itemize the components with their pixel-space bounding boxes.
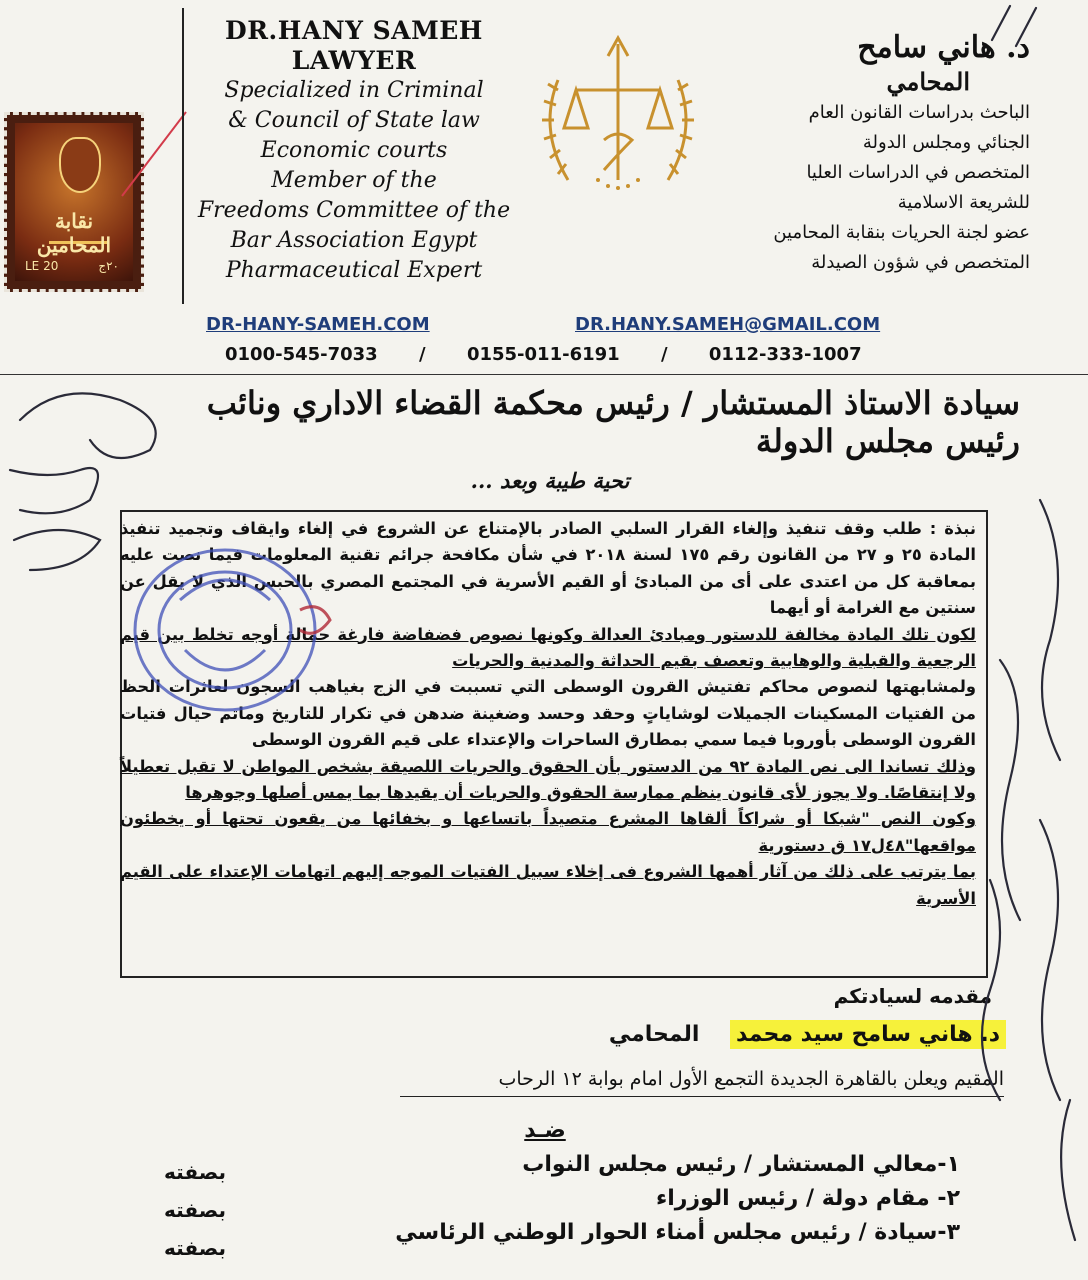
summary-paragraph: لكون تلك المادة مخالفة للدستور ومبادئ العدالة وكونها نصوص فضفاضة فارغة حمالة أوجه تخلط بين قيم الرجعية والقبلية والوهابية وتعصف بقيم الحداثة والمدنية والحريات [120, 624, 976, 671]
lawyer-name-ar: د. هاني سامح [857, 30, 1030, 65]
respondent-capacity: بصفته [164, 1198, 226, 1222]
stamp-name: نقابة المحامين [36, 209, 112, 257]
presented-to: مقدمه لسيادتكم [833, 984, 992, 1008]
credential-line-ar: عضو لجنة الحريات بنقابة المحامين [773, 222, 1030, 243]
credential-line-ar: الجنائي ومجلس الدولة [862, 132, 1030, 153]
signature-scribble [1000, 660, 1020, 920]
respondent-item: ١-معالي المستشار / رئيس مجلس النواب [522, 1152, 960, 1177]
lawyer-title-ar: المحامي [886, 67, 970, 96]
signature-scribble [10, 468, 98, 513]
signature-scribble [20, 393, 156, 458]
stamp-cancel-line [120, 110, 190, 200]
credential-line: Economic courts [260, 138, 448, 163]
credential-line: Pharmaceutical Expert [225, 258, 483, 283]
header-divider [182, 8, 184, 304]
website-link[interactable]: DR-HANY-SAMEH.COM [206, 314, 430, 335]
author-title: المحامي [608, 1022, 700, 1047]
addressee-heading: سيادة الاستاذ المستشار / رئيس محكمة القضاء الاداري ونائب رئيس مجلس الدولة [206, 384, 1020, 460]
summary-paragraph: وذلك تساندا الى نص المادة ٩٢ من الدستور بأن الحقوق والحريات اللصيقة بشخص المواطن لا تقبل تعطيلاً ولا إنتقاصًا. ولا يجوز لأى قانون ينظم ممارسة الحقوق والحريات أن يقيدها بما يمس أصلها وجوهرها [120, 756, 976, 803]
lawyer-name-en: DR.HANY SAMEH [225, 16, 483, 45]
email-link[interactable]: DR.HANY.SAMEH@GMAIL.COM [575, 314, 881, 335]
stamp-value-arabic: ٢٠ج [98, 259, 119, 273]
summary-paragraph: وكون النص "شبكا أو شراكاً ألقاها المشرع متصيداً باتساعها و بخفائها من يقعون تحتها أو يخطئون مواقعها"٤٨ل١٧ ق دستورية [120, 809, 976, 855]
credential-line-ar: للشريعة الاسلامية [897, 192, 1030, 213]
arabic-letterhead [730, 30, 1030, 278]
summary-paragraph: ولمشابهتها لنصوص محاكم تفتيش القرون الوسطى التي تسببت في الزج بغياهب السجون لعاثرات الحظ من الفتيات المسكينات الجميلات لوشاياتٍ وحقد وحسد وضغينة ضدهن في تكرار للتاريخ وماتم حيال فتيات القرون الوسطى بأوروبا فيما سمي بمطارق الساحرات والإعتداء على قيم القرون الوسطى [120, 677, 976, 750]
credential-line: Freedoms Committee of the [197, 198, 511, 223]
stamp-emblem-icon [59, 137, 101, 193]
stamp-value-latin: LE 20 [25, 259, 59, 273]
credential-line: Specialized in Criminal [224, 78, 484, 103]
respondent-capacity: بصفته [164, 1236, 226, 1260]
residence-address: المقيم ويعلن بالقاهرة الجديدة التجمع الأول امام بوابة ١٢ الرحاب [400, 1068, 1004, 1097]
versus-label: ضـد [524, 1118, 566, 1143]
phone-numbers: 0100-545-7033 / 0155-011-6191 / 0112-333-1007 [225, 344, 862, 365]
summary-paragraph: بما يترتب على ذلك من آثار أهمها الشروع فى إخلاء سبيل الفتيات الموجه إليهم اتهامات الإعتداء على القيم الأسرية [120, 862, 976, 908]
english-letterhead [196, 16, 512, 286]
credential-line: Bar Association Egypt [230, 228, 478, 253]
credential-line-ar: الباحث بدراسات القانون العام [808, 102, 1030, 123]
header-rule [0, 374, 1088, 375]
author-line [560, 1022, 1006, 1047]
lawyer-title-en: LAWYER [291, 46, 417, 75]
justice-scales-emblem-icon [528, 30, 708, 210]
signature-scribble [14, 530, 100, 570]
summary-paragraph: نبذة : طلب وقف تنفيذ وإلغاء القرار السلبي الصادر بالإمتناع عن الشروع في إلغاء وايقاف وتجميد تنفيذ المادة ٢٥ و ٢٧ من القانون رقم ١٧٥ لسنة ٢٠١٨ في شأن مكافحة جرائم تقنية المعلومات فيما نصت عليه بمعاقبة كل من اعتدى على أى من المبادئ أو القيم الأسرية في المجتمع المصري بالحبس الذي لا يقل عن سنتين مع الغرامة أو أيهما [120, 519, 976, 618]
signature-scribble [1040, 820, 1060, 1100]
credential-line-ar: المتخصص في شؤون الصيدلة [811, 252, 1030, 273]
credential-line: Member of the [271, 168, 437, 193]
respondent-item: ٢- مقام دولة / رئيس الوزراء [655, 1186, 960, 1211]
respondent-capacity: بصفته [164, 1160, 226, 1184]
credential-line: & Council of State law [228, 108, 480, 133]
signature-scribble [1040, 500, 1060, 760]
summary-text [120, 516, 976, 912]
greeting: تحية طيبة وبعد ... [470, 468, 630, 493]
credential-line-ar: المتخصص في الدراسات العليا [806, 162, 1030, 183]
signature-scribble [1061, 1100, 1075, 1240]
author-name: د. هاني سامح سيد محمد [730, 1020, 1006, 1049]
respondent-item: ٣-سيادة / رئيس مجلس أمناء الحوار الوطني الرئاسي [395, 1220, 960, 1245]
